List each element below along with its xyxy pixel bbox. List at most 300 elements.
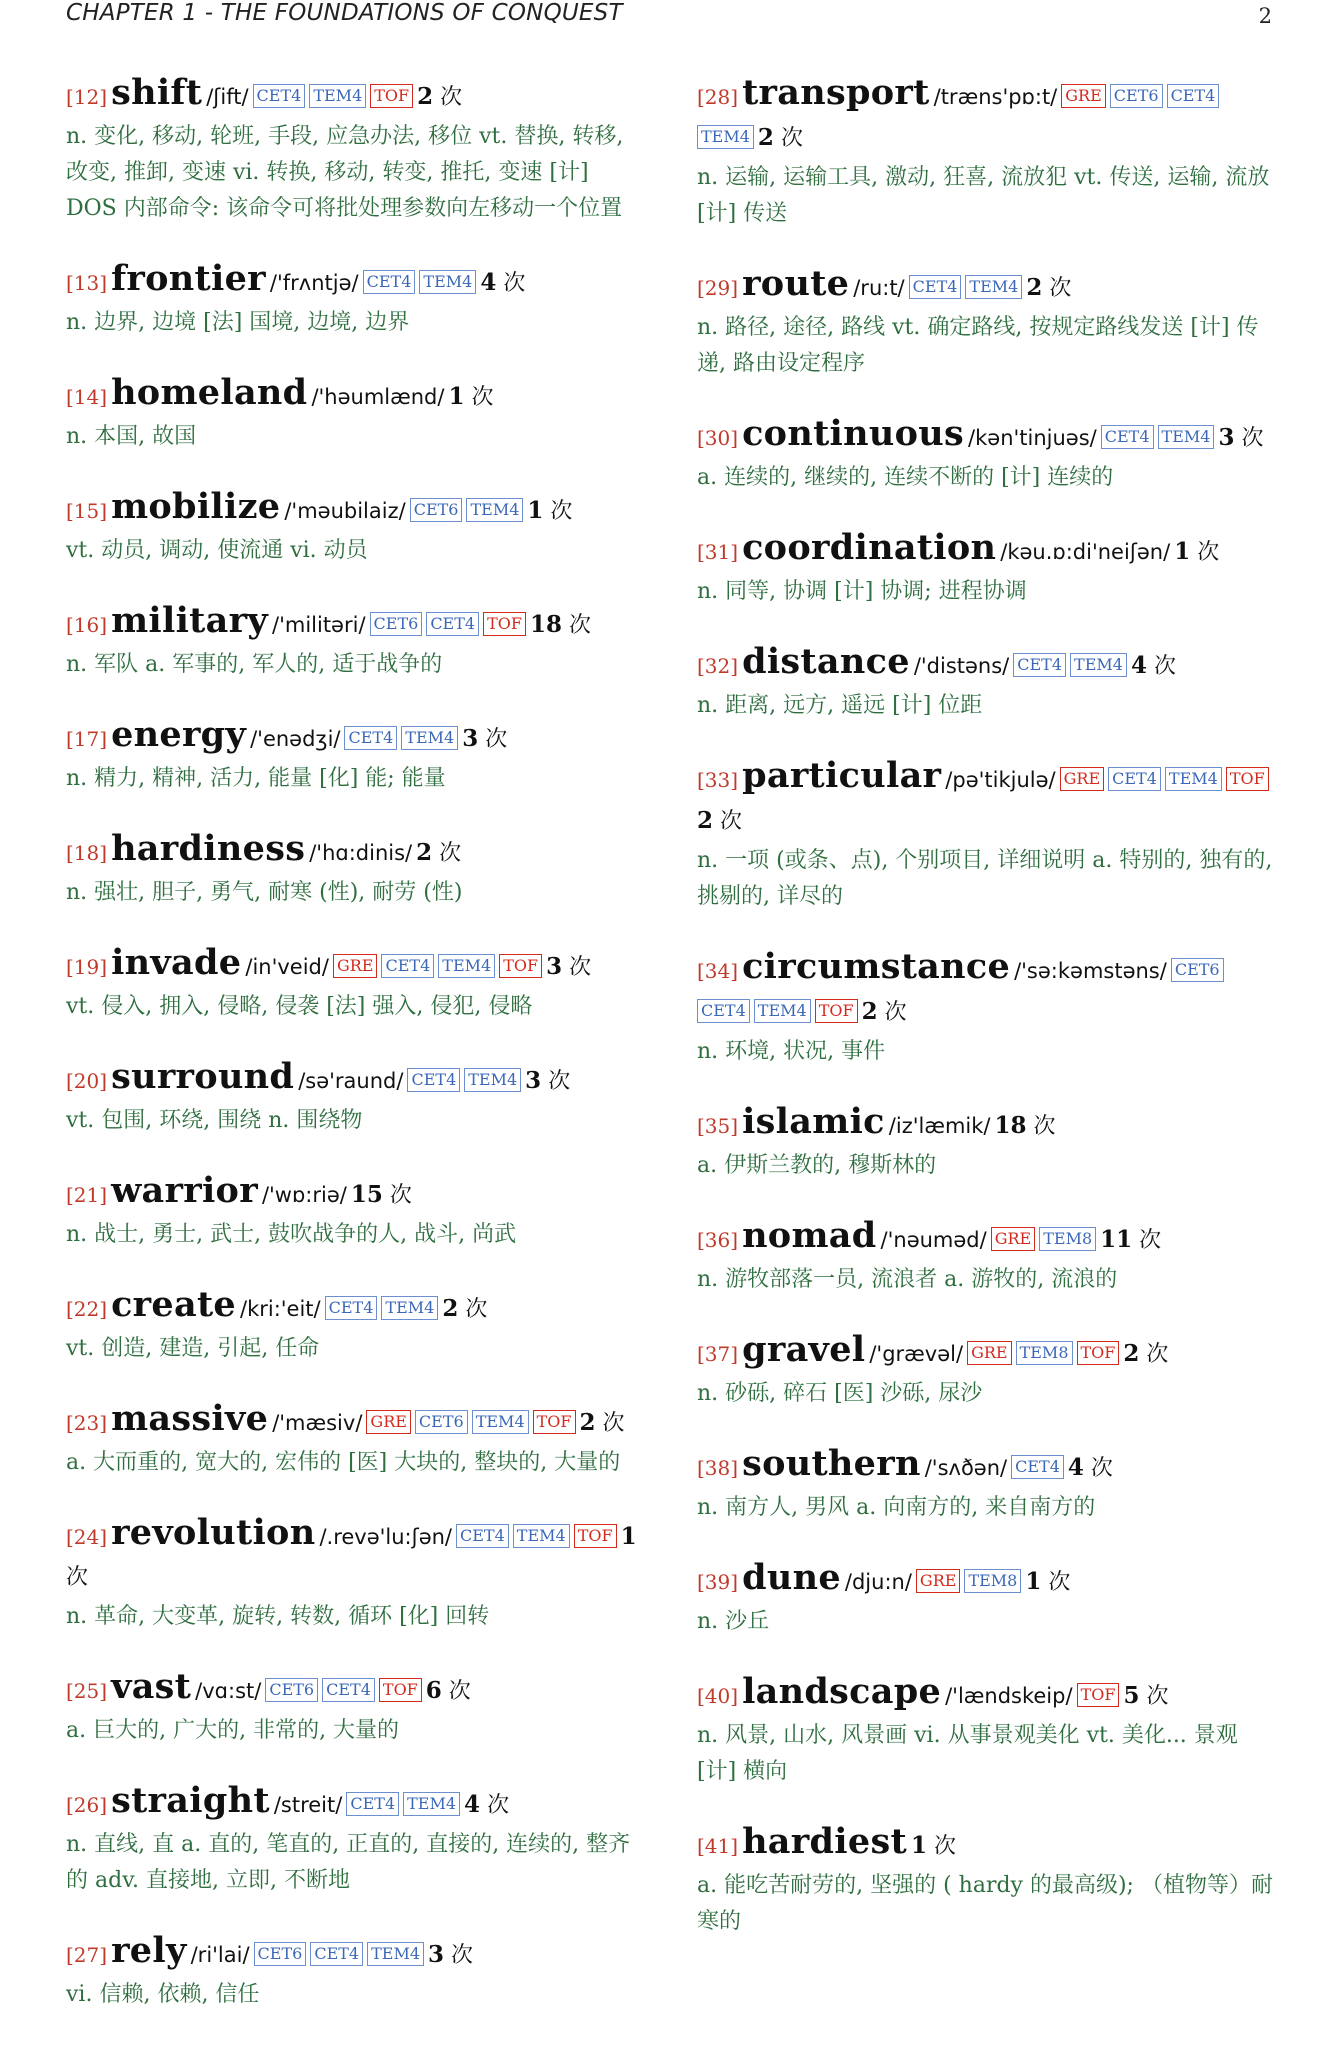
definition: a. 连续的, 继续的, 连续不断的 [计] 连续的: [697, 465, 1114, 490]
phonetic: /in'veid/: [245, 955, 329, 979]
definition: n. 沙丘: [697, 1609, 770, 1634]
definition: vt. 创造, 建造, 引起, 任命: [66, 1336, 320, 1361]
headword: coordination: [742, 527, 997, 568]
phonetic: /kəu.ɒ:di'neiʃən/: [1000, 540, 1171, 564]
frequency-count: [416, 841, 461, 866]
exam-tag: CET4: [1011, 1455, 1064, 1479]
exam-tag: TEM4: [401, 726, 458, 750]
headword-line: [66, 1172, 640, 1217]
headword-line: [697, 948, 1273, 1034]
entry-index: [17]: [66, 727, 108, 751]
frequency-count: [1131, 654, 1176, 679]
frequency-unit: 次: [439, 841, 462, 866]
exam-tag: TEM4: [1165, 767, 1222, 791]
definition: n. 风景, 山水, 风景画 vi. 从事景观美化 vt. 美化... 景观 [计] 横向: [697, 1723, 1238, 1784]
definition: n. 南方人, 男风 a. 向南方的, 来自南方的: [697, 1495, 1096, 1520]
definition: n. 游牧部落一员, 流浪者 a. 游牧的, 流浪的: [697, 1267, 1118, 1292]
entry-index: [34]: [697, 959, 739, 983]
frequency-number: 1: [1174, 538, 1191, 565]
dictionary-entry: [697, 415, 1273, 496]
exam-tag: TEM4: [367, 1942, 424, 1966]
exam-tag: CET4: [407, 1068, 460, 1092]
exam-tag: CET6: [265, 1678, 318, 1702]
phonetic: /dju:n/: [844, 1570, 912, 1594]
definition: n. 革命, 大变革, 旋转, 转数, 循环 [化] 回转: [66, 1604, 490, 1629]
exam-tag: TEM4: [697, 125, 754, 149]
phonetic: /'frʌntjə/: [269, 271, 359, 295]
frequency-number: 3: [1218, 424, 1235, 451]
definition: n. 砂砾, 碎石 [医] 沙砾, 尿沙: [697, 1381, 983, 1406]
dictionary-entry: [66, 1782, 640, 1899]
entry-index: [39]: [697, 1570, 739, 1594]
headword-line: [66, 260, 640, 305]
frequency-number: 1: [448, 383, 465, 410]
headword-line: [66, 944, 640, 989]
frequency-number: 4: [1067, 1454, 1084, 1481]
frequency-number: 2: [861, 998, 878, 1025]
headword-line: [697, 1331, 1273, 1376]
exam-tag: GRE: [991, 1227, 1036, 1251]
frequency-number: 1: [620, 1523, 637, 1550]
exam-tag: TEM4: [464, 1068, 521, 1092]
dictionary-entry: [66, 374, 640, 455]
phonetic: /kən'tinjuəs/: [968, 426, 1097, 450]
dictionary-entry: [697, 1103, 1273, 1184]
exam-tag: CET4: [325, 1296, 378, 1320]
frequency-unit: 次: [503, 271, 526, 296]
dictionary-entry: [697, 757, 1273, 915]
phonetic: /'wɒ:riə/: [261, 1183, 347, 1207]
frequency-count: [426, 1679, 471, 1704]
headword: distance: [742, 641, 910, 682]
headword: continuous: [742, 413, 965, 454]
entry-index: [22]: [66, 1297, 108, 1321]
exam-tag: CET4: [456, 1524, 509, 1548]
dictionary-entry: [66, 830, 640, 911]
exam-tag: CET4: [697, 999, 750, 1023]
phonetic: /ri'lai/: [190, 1943, 250, 1967]
dictionary-entry: [697, 1217, 1273, 1298]
exam-tag: CET6: [415, 1410, 468, 1434]
frequency-number: 3: [525, 1067, 542, 1094]
frequency-number: 3: [462, 725, 479, 752]
definition: n. 战士, 勇士, 武士, 鼓吹战争的人, 战斗, 尚武: [66, 1222, 517, 1247]
headword: southern: [742, 1443, 921, 1484]
headword-line: [66, 602, 640, 647]
entry-index: [28]: [697, 85, 739, 109]
entry-index: [20]: [66, 1069, 108, 1093]
frequency-count: [1123, 1684, 1168, 1709]
definition: vt. 侵入, 拥入, 侵略, 侵袭 [法] 强入, 侵犯, 侵略: [66, 994, 533, 1019]
frequency-unit: 次: [933, 1834, 956, 1859]
entry-index: [21]: [66, 1183, 108, 1207]
entry-index: [35]: [697, 1114, 739, 1138]
frequency-count: [480, 271, 525, 296]
frequency-unit: 次: [1049, 276, 1072, 301]
headword: create: [111, 1284, 236, 1325]
exam-tag: TOF: [1226, 767, 1269, 791]
headword: energy: [111, 714, 247, 755]
dictionary-entry: [697, 74, 1273, 232]
entry-index: [24]: [66, 1525, 108, 1549]
dictionary-entry: [697, 643, 1273, 724]
phonetic: /'həumlænd/: [311, 385, 445, 409]
definition: vt. 包围, 环绕, 围绕 n. 围绕物: [66, 1108, 363, 1133]
headword: frontier: [111, 258, 266, 299]
frequency-number: 18: [529, 611, 562, 638]
frequency-count: [464, 1793, 509, 1818]
frequency-unit: 次: [1153, 654, 1176, 679]
frequency-count: [448, 385, 493, 410]
definition: n. 直线, 直 a. 直的, 笔直的, 正直的, 直接的, 连续的, 整齐的 adv. 直接地, 立即, 不断地: [66, 1832, 631, 1893]
exam-tag: TOF: [499, 954, 542, 978]
frequency-number: 18: [994, 1112, 1027, 1139]
dictionary-entry: [66, 716, 640, 797]
frequency-number: 3: [428, 1941, 445, 1968]
frequency-unit: 次: [471, 385, 494, 410]
frequency-number: 2: [697, 807, 714, 834]
exam-tag: CET4: [346, 1792, 399, 1816]
dictionary-entry: [66, 488, 640, 569]
headword-line: [66, 1400, 640, 1445]
entry-index: [16]: [66, 613, 108, 637]
exam-tag: CET6: [370, 612, 423, 636]
phonetic: /træns'pɒ:t/: [933, 85, 1058, 109]
entry-index: [31]: [697, 540, 739, 564]
exam-tag: GRE: [1060, 767, 1105, 791]
dictionary-entry: [66, 944, 640, 1025]
dictionary-entry: [697, 1673, 1273, 1790]
exam-tag: GRE: [366, 1410, 411, 1434]
phonetic: /'hɑ:dinis/: [309, 841, 413, 865]
definition: vi. 信赖, 依赖, 信任: [66, 1982, 260, 2007]
exam-tag: TEM4: [466, 498, 523, 522]
frequency-count: [351, 1183, 412, 1208]
frequency-unit: 次: [440, 85, 463, 110]
exam-tag: CET4: [310, 1942, 363, 1966]
entry-index: [23]: [66, 1411, 108, 1435]
phonetic: /'enədʒi/: [250, 727, 341, 751]
headword: hardiest: [742, 1821, 907, 1862]
entry-index: [14]: [66, 385, 108, 409]
definition: n. 边界, 边境 [法] 国境, 边境, 边界: [66, 310, 410, 335]
frequency-count: [442, 1297, 487, 1322]
frequency-count: [1025, 1570, 1070, 1595]
headword: dune: [742, 1557, 841, 1598]
exam-tag: GRE: [333, 954, 378, 978]
entry-index: [15]: [66, 499, 108, 523]
frequency-count: [1174, 540, 1219, 565]
exam-tag: CET4: [1108, 767, 1161, 791]
frequency-unit: 次: [1033, 1114, 1056, 1139]
frequency-number: 5: [1123, 1682, 1140, 1709]
frequency-number: 6: [425, 1677, 442, 1704]
headword: transport: [742, 72, 930, 113]
headword-line: [66, 830, 640, 875]
definition: n. 变化, 移动, 轮班, 手段, 应急办法, 移位 vt. 替换, 转移, 改变, 推卸, 变速 vi. 转换, 移动, 转变, 推托, 变速 [计] DOS 内部命令: 该命令可将批处理参数向左移动一个位置: [66, 124, 624, 221]
frequency-unit: 次: [884, 1000, 907, 1025]
frequency-count: [462, 727, 507, 752]
dictionary-entry: [66, 1668, 640, 1749]
headword: particular: [742, 755, 942, 796]
headword: islamic: [742, 1101, 885, 1142]
frequency-count: [527, 499, 572, 524]
headword-line: [66, 374, 640, 419]
headword: homeland: [111, 372, 308, 413]
frequency-count: [1068, 1456, 1113, 1481]
exam-tag: TOF: [1077, 1683, 1120, 1707]
definition: a. 巨大的, 广大的, 非常的, 大量的: [66, 1718, 400, 1743]
exam-tag: TOF: [483, 612, 526, 636]
frequency-count: [994, 1114, 1055, 1139]
definition: a. 能吃苦耐劳的, 坚强的 ( hardy 的最高级); （植物等）耐寒的: [697, 1873, 1273, 1934]
exam-tag: CET4: [1101, 425, 1154, 449]
right-column: [697, 74, 1273, 1973]
phonetic: /'distəns/: [913, 654, 1010, 678]
frequency-unit: 次: [1139, 1228, 1162, 1253]
headword-line: [66, 488, 640, 533]
headword: rely: [111, 1930, 187, 1971]
frequency-count: [1123, 1342, 1168, 1367]
exam-tag: TEM8: [964, 1569, 1021, 1593]
headword-line: [697, 1445, 1273, 1490]
headword: shift: [111, 72, 203, 113]
headword-line: [66, 716, 640, 761]
frequency-unit: 次: [389, 1183, 412, 1208]
frequency-count: [1100, 1228, 1161, 1253]
headword-line: [66, 1932, 640, 1977]
headword: straight: [111, 1780, 270, 1821]
frequency-count: [428, 1943, 473, 1968]
entry-index: [33]: [697, 768, 739, 792]
entry-index: [36]: [697, 1228, 739, 1252]
entry-index: [40]: [697, 1684, 739, 1708]
exam-tag: TEM4: [438, 954, 495, 978]
frequency-count: [525, 1069, 570, 1094]
phonetic: /.revə'lu:ʃən/: [319, 1525, 452, 1549]
headword: massive: [111, 1398, 269, 1439]
frequency-unit: 次: [1146, 1342, 1169, 1367]
frequency-unit: 次: [487, 1793, 510, 1818]
frequency-count: [697, 809, 742, 834]
headword: mobilize: [111, 486, 281, 527]
exam-tag: TEM4: [309, 84, 366, 108]
definition: n. 运输, 运输工具, 激动, 狂喜, 流放犯 vt. 传送, 运输, 流放 [计] 传送: [697, 165, 1270, 226]
definition: n. 环境, 状况, 事件: [697, 1039, 886, 1064]
frequency-unit: 次: [548, 1069, 571, 1094]
left-column: [66, 74, 640, 2046]
entry-index: [25]: [66, 1679, 108, 1703]
frequency-number: 4: [480, 269, 497, 296]
definition: n. 本国, 故国: [66, 424, 197, 449]
definition: n. 同等, 协调 [计] 协调; 进程协调: [697, 579, 1027, 604]
frequency-number: 1: [1025, 1568, 1042, 1595]
entry-index: [41]: [697, 1834, 739, 1858]
exam-tag: CET4: [1013, 653, 1066, 677]
dictionary-entry: [66, 74, 640, 227]
definition: a. 伊斯兰教的, 穆斯林的: [697, 1153, 937, 1178]
frequency-unit: 次: [569, 613, 592, 638]
frequency-number: 4: [464, 1791, 481, 1818]
frequency-number: 2: [579, 1409, 596, 1436]
frequency-number: 2: [757, 124, 774, 151]
frequency-unit: 次: [1146, 1684, 1169, 1709]
dictionary-entry: [66, 602, 640, 683]
frequency-unit: 次: [602, 1411, 625, 1436]
headword: military: [111, 600, 269, 641]
entry-index: [13]: [66, 271, 108, 295]
headword-line: [697, 757, 1273, 843]
headword-line: [697, 1823, 1273, 1868]
exam-tag: GRE: [1061, 84, 1106, 108]
phonetic: /ru:t/: [853, 276, 905, 300]
frequency-unit: 次: [550, 499, 573, 524]
frequency-count: [1218, 426, 1263, 451]
exam-tag: CET4: [1167, 84, 1220, 108]
frequency-unit: 次: [66, 1565, 89, 1590]
phonetic: /'mæsiv/: [272, 1411, 363, 1435]
dictionary-entry: [697, 529, 1273, 610]
headword-line: [697, 1673, 1273, 1718]
entry-index: [27]: [66, 1943, 108, 1967]
frequency-unit: 次: [720, 809, 743, 834]
exam-tag: TEM4: [472, 1410, 529, 1434]
exam-tag: CET4: [426, 612, 479, 636]
headword-line: [697, 74, 1273, 160]
headword-line: [697, 265, 1273, 310]
headword: hardiness: [111, 828, 306, 869]
headword-line: [697, 643, 1273, 688]
exam-tag: TEM4: [1070, 653, 1127, 677]
dictionary-entry: [66, 1514, 640, 1635]
frequency-number: 4: [1130, 652, 1147, 679]
frequency-unit: 次: [448, 1679, 471, 1704]
exam-tag: TEM4: [1158, 425, 1215, 449]
frequency-unit: 次: [1090, 1456, 1113, 1481]
frequency-unit: 次: [451, 1943, 474, 1968]
dictionary-entry: [697, 1559, 1273, 1640]
exam-tag: CET4: [344, 726, 397, 750]
exam-tag: GRE: [967, 1341, 1012, 1365]
headword-line: [66, 1286, 640, 1331]
headword: revolution: [111, 1512, 316, 1553]
phonetic: /'lændskeip/: [945, 1684, 1073, 1708]
entry-index: [18]: [66, 841, 108, 865]
dictionary-entry: [697, 1823, 1273, 1940]
frequency-count: [1026, 276, 1071, 301]
dictionary-entry: [66, 1400, 640, 1481]
exam-tag: TEM4: [419, 270, 476, 294]
headword-line: [697, 529, 1273, 574]
frequency-unit: 次: [780, 126, 803, 151]
headword-line: [66, 1782, 640, 1827]
headword-line: [66, 1514, 640, 1599]
dictionary-entry: [697, 1331, 1273, 1412]
definition: a. 大而重的, 宽大的, 宏伟的 [医] 大块的, 整块的, 大量的: [66, 1450, 621, 1475]
definition: vt. 动员, 调动, 使流通 vi. 动员: [66, 538, 368, 563]
phonetic: /'nəuməd/: [880, 1228, 987, 1252]
frequency-count: [546, 955, 591, 980]
frequency-unit: 次: [1197, 540, 1220, 565]
dictionary-entry: [697, 265, 1273, 382]
headword-line: [697, 1559, 1273, 1604]
headword-line: [697, 1217, 1273, 1262]
exam-tag: TOF: [574, 1524, 617, 1548]
headword: route: [742, 263, 850, 304]
definition: n. 距离, 远方, 遥远 [计] 位距: [697, 693, 983, 718]
exam-tag: TOF: [533, 1410, 576, 1434]
entry-index: [29]: [697, 276, 739, 300]
phonetic: /streit/: [273, 1793, 343, 1817]
dictionary-entry: [66, 1286, 640, 1367]
exam-tag: TOF: [815, 999, 858, 1023]
exam-tag: TEM8: [1016, 1341, 1073, 1365]
dictionary-entry: [697, 948, 1273, 1070]
definition: n. 精力, 精神, 活力, 能量 [化] 能; 能量: [66, 766, 446, 791]
exam-tag: TEM4: [403, 1792, 460, 1816]
entry-index: [26]: [66, 1793, 108, 1817]
page-number: 2: [1258, 4, 1272, 28]
frequency-unit: 次: [485, 727, 508, 752]
phonetic: /kri:'eit/: [240, 1297, 321, 1321]
headword: invade: [111, 942, 242, 983]
frequency-count: [911, 1834, 956, 1859]
exam-tag: TEM4: [513, 1524, 570, 1548]
phonetic: /'məubilaiz/: [284, 499, 406, 523]
frequency-number: 15: [350, 1181, 383, 1208]
entry-index: [12]: [66, 85, 108, 109]
frequency-unit: 次: [569, 955, 592, 980]
entry-index: [38]: [697, 1456, 739, 1480]
headword-line: [66, 74, 640, 119]
frequency-number: 1: [527, 497, 544, 524]
dictionary-entry: [66, 1058, 640, 1139]
phonetic: /vɑ:st/: [195, 1679, 262, 1703]
frequency-number: 11: [1100, 1226, 1133, 1253]
frequency-number: 2: [1026, 274, 1043, 301]
exam-tag: TEM4: [754, 999, 811, 1023]
exam-tag: CET6: [1171, 958, 1224, 982]
headword: vast: [111, 1666, 192, 1707]
headword: warrior: [111, 1170, 258, 1211]
headword: nomad: [742, 1215, 877, 1256]
entry-index: [37]: [697, 1342, 739, 1366]
headword: landscape: [742, 1671, 942, 1712]
frequency-number: 3: [546, 953, 563, 980]
dictionary-entry: [66, 260, 640, 341]
frequency-count: [862, 1000, 907, 1025]
phonetic: /pə'tikjulə/: [945, 768, 1056, 792]
frequency-number: 2: [417, 83, 434, 110]
phonetic: /'militəri/: [272, 613, 366, 637]
headword-line: [66, 1058, 640, 1103]
exam-tag: CET6: [410, 498, 463, 522]
exam-tag: TOF: [1077, 1341, 1120, 1365]
frequency-count: [417, 85, 462, 110]
frequency-number: 2: [1123, 1340, 1140, 1367]
exam-tag: CET4: [253, 84, 306, 108]
definition: n. 一项 (或条、点), 个别项目, 详细说明 a. 特别的, 独有的, 挑剔的, 详尽的: [697, 848, 1273, 909]
exam-tag: GRE: [916, 1569, 961, 1593]
entry-index: [19]: [66, 955, 108, 979]
dictionary-entry: [66, 1172, 640, 1253]
frequency-number: 2: [442, 1295, 459, 1322]
frequency-unit: 次: [1048, 1570, 1071, 1595]
headword-line: [697, 415, 1273, 460]
exam-tag: CET6: [1110, 84, 1163, 108]
entry-index: [30]: [697, 426, 739, 450]
exam-tag: TOF: [370, 84, 413, 108]
